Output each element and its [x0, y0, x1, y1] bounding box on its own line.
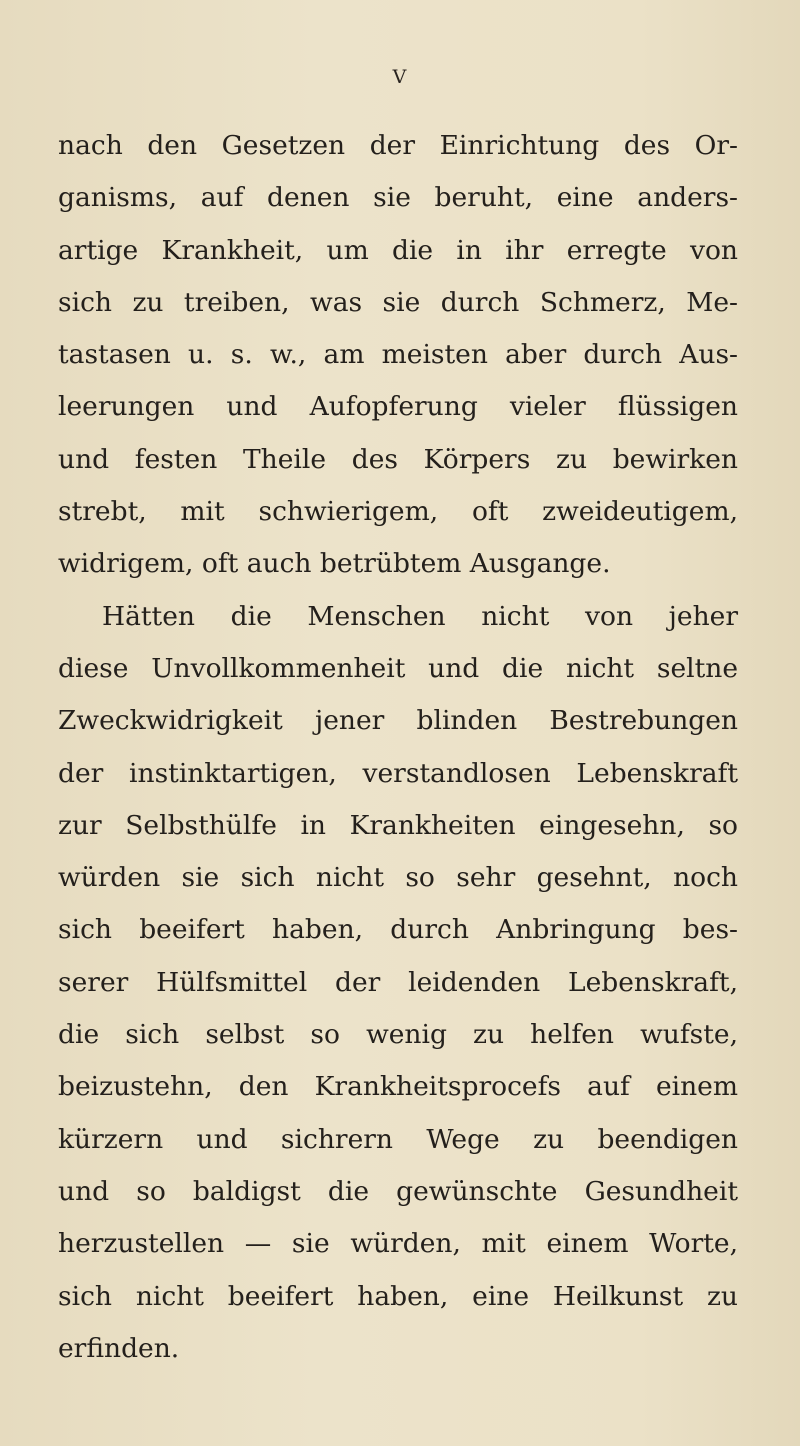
text-line: ganisms, auf denen sie beruht, eine anders-: [58, 182, 738, 214]
text-line: widrigem, oft auch betrübtem Ausgange.: [58, 548, 611, 580]
text-line: artige Krankheit, um die in ihr erregte von: [58, 234, 738, 266]
body-text: [58, 120, 738, 1375]
text-line: Zweckwidrigkeit jener blinden Bestrebungen: [58, 705, 738, 737]
text-line: sich nicht beeifert haben, eine Heilkunst zu: [58, 1280, 738, 1312]
page-number: V: [392, 66, 408, 88]
text-line: tastasen u. s. w., am meisten aber durch Aus-: [58, 339, 738, 371]
text-line: leerungen und Aufopferung vieler flüssigen: [58, 391, 738, 423]
text-line: beizustehn, den Krankheitsprocefs auf einem: [58, 1071, 738, 1103]
text-line: strebt, mit schwierigem, oft zweideutigem,: [58, 496, 738, 528]
text-line: und festen Theile des Körpers zu bewirken: [58, 443, 738, 475]
text-line: nach den Gesetzen der Einrichtung des Or-: [58, 130, 738, 161]
text-line: sich beeifert haben, durch Anbringung bes-: [58, 914, 738, 946]
text-line: und so baldigst die gewünschte Gesundheit: [58, 1175, 738, 1207]
text-line: herzustellen — sie würden, mit einem Worte,: [58, 1228, 738, 1260]
text-line: die sich selbst so wenig zu helfen wufste,: [58, 1019, 738, 1051]
text-line: zur Selbsthülfe in Krankheiten eingesehn, so: [58, 809, 738, 841]
text-line: Hätten die Menschen nicht von jeher: [102, 600, 738, 632]
text-line: der instinktartigen, verstandlosen Lebenskraft: [58, 757, 738, 789]
text-line: würden sie sich nicht so sehr gesehnt, noch: [58, 862, 738, 894]
text-line: serer Hülfsmittel der leidenden Lebenskraft,: [58, 966, 738, 998]
text-line: kürzern und sichrern Wege zu beendigen: [58, 1123, 738, 1155]
text-line: erfinden.: [58, 1332, 180, 1364]
text-line: sich zu treiben, was sie durch Schmerz, Me-: [58, 286, 738, 318]
text-line: diese Unvollkommenheit und die nicht seltne: [58, 652, 738, 684]
